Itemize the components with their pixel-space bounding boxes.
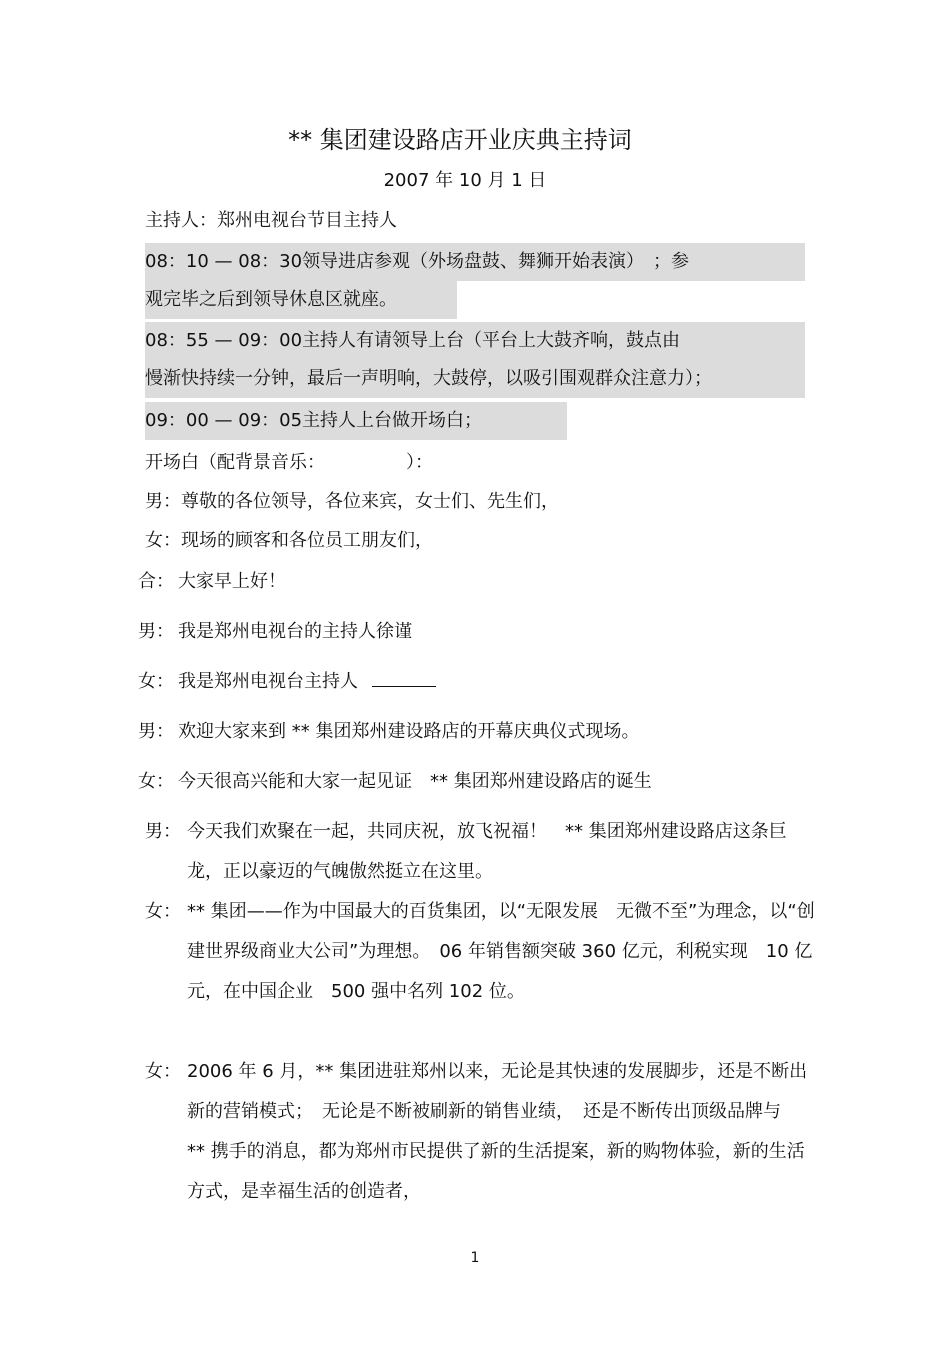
dialog-paragraph: [145, 892, 815, 1012]
speaker: 男：: [145, 491, 181, 512]
speaker: 女：: [138, 671, 174, 692]
dialog-text: 我是郑州电视台主持人: [178, 671, 358, 692]
document-date: 2007 年 10 月 1 日: [383, 170, 547, 191]
schedule-time: 08：10 — 08：30: [145, 251, 303, 272]
speaker: 女：: [145, 901, 181, 922]
dialog-text: 尊敬的各位领导，各位来宾，女士们、先生们，: [181, 491, 559, 512]
speaker: 女：: [138, 771, 174, 792]
dialog-line: [138, 663, 436, 701]
dialog-text: 我是郑州电视台的主持人徐谨: [178, 621, 412, 642]
dialog-text: 今天很高兴能和大家一起见证 ** 集团郑州建设路店的诞生: [178, 771, 652, 792]
opening-line: 开场白（配背景音乐： ）：: [145, 452, 433, 473]
dialog-text: 大家早上好！: [178, 571, 286, 592]
speaker: 合：: [138, 571, 174, 592]
schedule-item-1-line1: [145, 243, 805, 281]
dialog-text: ** 集团——作为中国最大的百货集团，以“无限发展 无微不至”为理念，以“创建世界级商业大公司”为理想。 06 年销售额突破 360 亿元，利税实现 10 亿元，在中国企业 500 强中名列 102 位。: [187, 901, 815, 1002]
dialog-paragraph: [145, 812, 815, 892]
host-line: 主持人：郑州电视台节目主持人: [145, 210, 397, 231]
schedule-item-3-line1: [145, 402, 567, 440]
speaker: 女：: [145, 530, 181, 551]
speaker: 女：: [145, 1061, 181, 1082]
schedule-text: 主持人有请领导上台（平台上大鼓齐响，鼓点由: [302, 330, 681, 351]
dialog-text: 2006 年 6 月，** 集团进驻郑州以来，无论是其快速的发展脚步，还是不断出新的营销模式； 无论是不断被刷新的销售业绩， 还是不断传出顶级品牌与 ** 携手的消息，都为郑州市民提供了新的生活提案，新的购物体验，新的生活方式，是幸福生活的创造者，: [187, 1061, 808, 1202]
dialog-line: [145, 483, 559, 521]
dialog-text: 今天我们欢聚在一起，共同庆祝，放飞祝福！ ** 集团郑州建设路店这条巨龙，正以豪迈的气魄傲然挺立在这里。: [187, 821, 787, 882]
speaker: 男：: [145, 821, 181, 842]
speaker: 男：: [138, 721, 174, 742]
schedule-time: 08：55 — 09：00: [145, 330, 303, 351]
speaker: 男：: [138, 621, 174, 642]
schedule-text: 领导进店参观（外场盘鼓、舞狮开始表演） ；参: [302, 251, 690, 272]
document-title: ** 集团建设路店开业庆典主持词: [288, 126, 632, 154]
blank-underline: [372, 666, 436, 687]
schedule-text: 主持人上台做开场白；: [302, 410, 483, 431]
dialog-line: [138, 613, 412, 651]
schedule-time: 09：00 — 09：05: [145, 410, 303, 431]
schedule-item-2-line2: 慢渐快持续一分钟，最后一声明响，大鼓停，以吸引围观群众注意力）；: [145, 360, 805, 398]
dialog-line: [138, 563, 286, 601]
schedule-item-2-line1: [145, 322, 805, 360]
dialog-line: [145, 522, 433, 560]
dialog-line: [138, 713, 639, 751]
schedule-item-1-line2: 观完毕之后到领导休息区就座。: [145, 281, 457, 319]
dialog-line: [138, 763, 652, 801]
dialog-text: 现场的顾客和各位员工朋友们，: [181, 530, 433, 551]
page-number: 1: [470, 1250, 480, 1266]
dialog-text: 欢迎大家来到 ** 集团郑州建设路店的开幕庆典仪式现场。: [178, 721, 640, 742]
dialog-paragraph: [145, 1052, 815, 1212]
